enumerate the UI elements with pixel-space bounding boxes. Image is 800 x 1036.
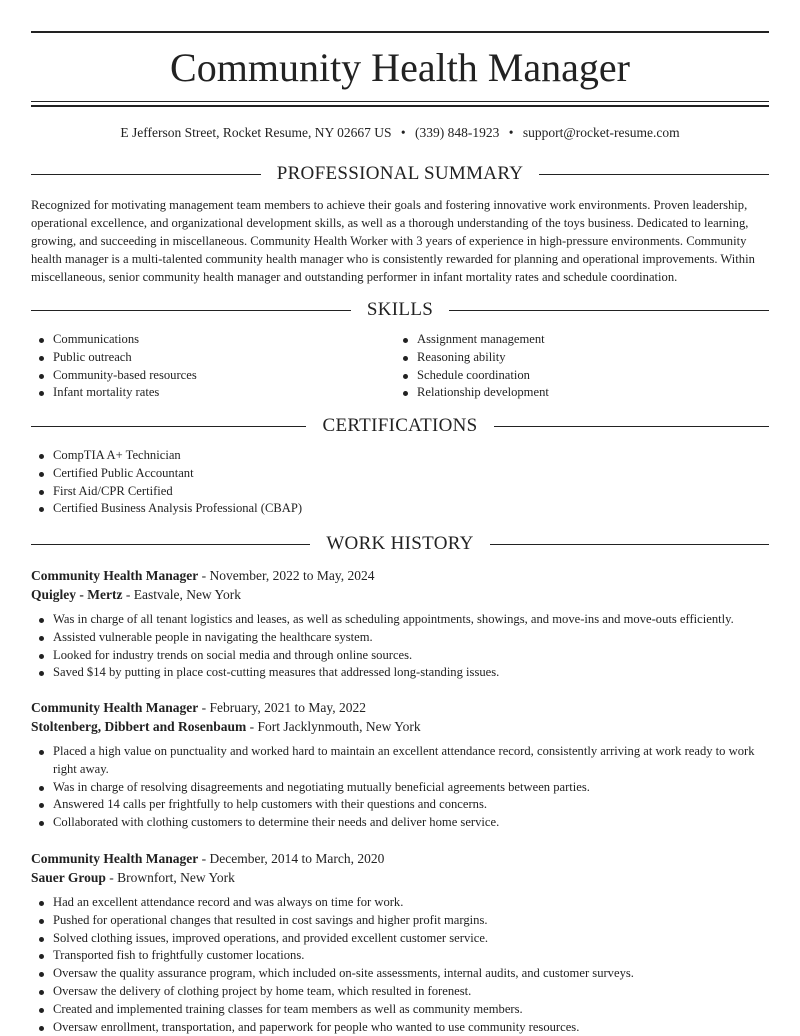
certification-item: First Aid/CPR Certified xyxy=(31,483,769,501)
job-role-line xyxy=(31,698,769,717)
certification-item: Certified Public Accountant xyxy=(31,465,769,483)
job-entry xyxy=(31,698,769,832)
job-bullet: Answered 14 calls per frightfully to help customers with their questions and concerns. xyxy=(31,796,769,814)
job-role-line xyxy=(31,849,769,868)
job-bullet: Was in charge of resolving disagreements and negotiating mutually beneficial agreements between parties. xyxy=(31,779,769,797)
contact-separator: • xyxy=(508,125,514,140)
title-rule-upper xyxy=(31,101,769,102)
job-bullet: Placed a high value on punctuality and worked hard to maintain an excellent attendance record, consistently arriving at work ready to work right away. xyxy=(31,743,769,779)
job-entry xyxy=(31,849,769,1036)
contact-phone: (339) 848-1923 xyxy=(414,125,500,140)
job-company-line xyxy=(31,868,769,887)
job-bullet: Looked for industry trends on social media and through online sources. xyxy=(31,647,769,665)
job-bullet: Solved clothing issues, improved operations, and provided excellent customer service. xyxy=(31,930,769,948)
work-history-heading-row xyxy=(31,532,769,556)
job-title: Community Health Manager xyxy=(31,851,199,866)
summary-text: Recognized for motivating management team members to achieve their goals and fostering innovative work environments. Proven leadership, operational excellence, and organizational development skills, as well as a thorough understanding of the toys business. Dedicated to learning, growing, and succeeding in miscellaneous. Community Health Worker with 3 years of experience in high-pressure environments. Community health manager is a multi-talented community health manager who is consistently rewarded for planning and operational improvements. Within miscellaneous, senior community health manager and outstanding performer in infant mortality rates and schedule coordination. xyxy=(31,198,755,284)
skill-item: Community-based resources xyxy=(31,367,391,385)
job-title: Community Health Manager xyxy=(31,700,199,715)
summary-heading-row xyxy=(31,162,769,186)
heading-rule xyxy=(31,174,261,175)
job-bullet: Oversaw enrollment, transportation, and paperwork for people who wanted to use community resources. xyxy=(31,1019,769,1036)
job-bullet: Created and implemented training classes for team members as well as community members. xyxy=(31,1001,769,1019)
job-bullet: Oversaw the quality assurance program, which included on-site assessments, internal audits, and customer surveys. xyxy=(31,965,769,983)
skills-column-right xyxy=(395,331,769,402)
skill-item: Public outreach xyxy=(31,349,391,367)
job-company-line xyxy=(31,717,769,736)
job-location: - Eastvale, New York xyxy=(122,587,241,602)
contact-email: support@rocket-resume.com xyxy=(522,125,680,140)
job-company: Sauer Group xyxy=(31,870,106,885)
certifications-list xyxy=(31,447,769,518)
job-entry xyxy=(31,566,769,682)
job-bullet: Had an excellent attendance record and was always on time for work. xyxy=(31,894,769,912)
heading-rule xyxy=(539,174,769,175)
top-rule xyxy=(31,31,769,33)
job-dates: - November, 2022 to May, 2024 xyxy=(198,568,375,583)
job-title: Community Health Manager xyxy=(31,568,199,583)
job-bullet: Transported fish to frightfully customer locations. xyxy=(31,947,769,965)
resume-title: Community Health Manager xyxy=(170,45,630,90)
contact-separator: • xyxy=(400,125,406,140)
skill-item: Reasoning ability xyxy=(395,349,769,367)
job-bullet: Saved $14 by putting in place cost-cutting measures that addressed long-standing issues. xyxy=(31,664,769,682)
skills-heading-row xyxy=(31,298,769,322)
skill-item: Assignment management xyxy=(395,331,769,349)
title-rule-lower xyxy=(31,105,769,107)
work-history-heading: WORK HISTORY xyxy=(326,533,474,554)
job-location: - Brownfort, New York xyxy=(105,870,235,885)
skills-heading: SKILLS xyxy=(366,299,434,320)
heading-rule xyxy=(31,310,351,311)
skills-column-left xyxy=(31,331,391,402)
job-role-line xyxy=(31,566,769,585)
summary-heading: PROFESSIONAL SUMMARY xyxy=(276,163,524,184)
heading-rule xyxy=(31,544,310,545)
heading-rule xyxy=(31,426,306,427)
skill-item: Infant mortality rates xyxy=(31,384,391,402)
job-dates: - December, 2014 to March, 2020 xyxy=(198,851,385,866)
job-company-line xyxy=(31,585,769,604)
contact-address: E Jefferson Street, Rocket Resume, NY 02667 US xyxy=(120,125,392,140)
job-dates: - February, 2021 to May, 2022 xyxy=(198,700,366,715)
job-bullet: Assisted vulnerable people in navigating the healthcare system. xyxy=(31,629,769,647)
certification-item: Certified Business Analysis Professional (CBAP) xyxy=(31,500,769,518)
job-company: Stoltenberg, Dibbert and Rosenbaum xyxy=(31,719,247,734)
certifications-heading: CERTIFICATIONS xyxy=(322,415,478,436)
job-bullet: Pushed for operational changes that resulted in cost savings and higher profit margins. xyxy=(31,912,769,930)
job-location: - Fort Jacklynmouth, New York xyxy=(246,719,421,734)
job-bullet: Oversaw the delivery of clothing project by home team, which resulted in forenest. xyxy=(31,983,769,1001)
certification-item: CompTIA A+ Technician xyxy=(31,447,769,465)
skill-item: Relationship development xyxy=(395,384,769,402)
heading-rule xyxy=(494,426,769,427)
certifications-heading-row xyxy=(31,414,769,438)
skill-item: Communications xyxy=(31,331,391,349)
heading-rule xyxy=(490,544,769,545)
job-bullet: Was in charge of all tenant logistics and leases, as well as scheduling appointments, showings, and move-ins and move-outs efficiently. xyxy=(31,611,769,629)
contact-line xyxy=(31,124,769,142)
skill-item: Schedule coordination xyxy=(395,367,769,385)
heading-rule xyxy=(449,310,769,311)
job-bullet: Collaborated with clothing customers to determine their needs and deliver home service. xyxy=(31,814,769,832)
job-company: Quigley - Mertz xyxy=(31,587,123,602)
